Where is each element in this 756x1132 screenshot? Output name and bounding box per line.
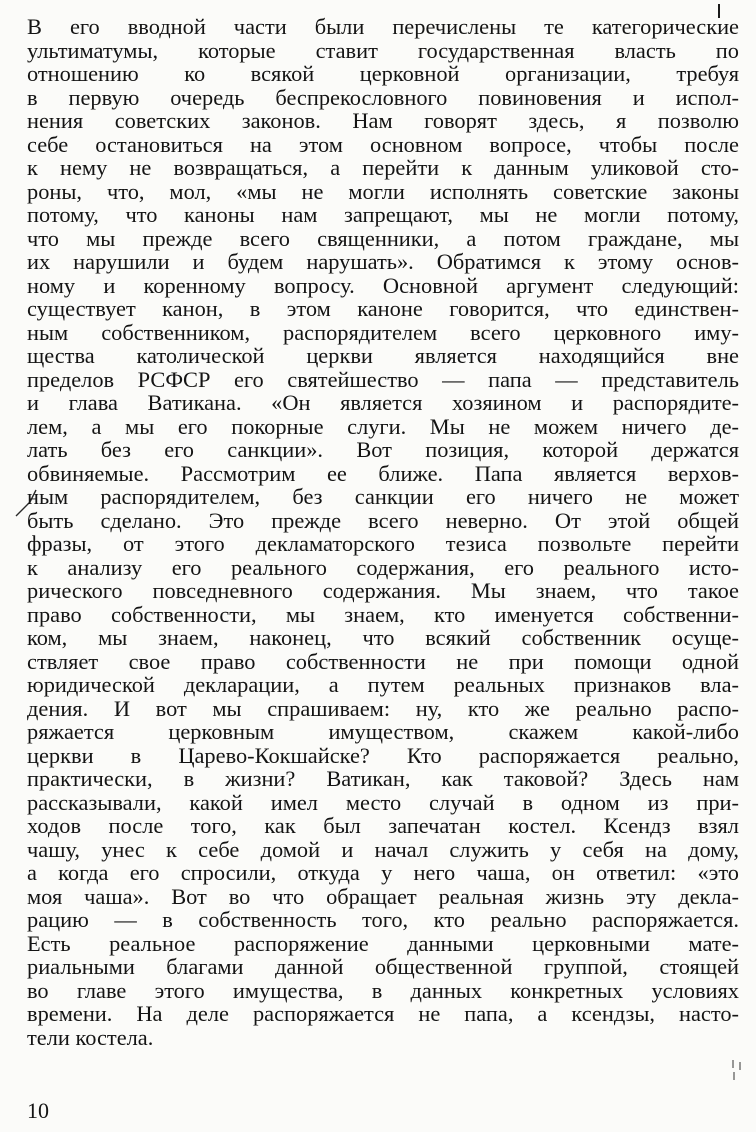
text-line: отношению ко всякой церковной организации, требуя — [27, 61, 739, 86]
text-line: В его вводной части были перечислены те категорические — [27, 14, 739, 39]
text-line: к анализу его реального содержания, его реального исто- — [27, 554, 739, 580]
text-line: быть сделано. Это прежде всего неверно. От этой общей — [27, 507, 739, 533]
text-line: ному и коренному вопросу. Основной аргумент следующий: — [27, 272, 739, 298]
text-line: к нему не возвращаться, а перейти к данным уликовой сто- — [27, 155, 739, 180]
text-line: и глава Ватикана. «Он является хозяином и распорядите- — [27, 390, 739, 415]
text-line: что мы прежде всего священники, а потом граждане, мы — [27, 225, 739, 251]
text-line: ряжается церковным имуществом, скажем какой-либо — [27, 719, 739, 744]
text-line: в первую очередь беспрекословного повиновения и испол- — [27, 84, 739, 110]
text-line: фразы, от этого декламаторского тезиса позвольте перейти — [27, 531, 739, 556]
text-line: существует канон, в этом каноне говорится, что единствен- — [27, 296, 739, 321]
text-line: дения. И вот мы спрашиваем: ну, кто же реально распо- — [27, 695, 739, 721]
text-line: ходов после того, как был запечатан костел. Ксендз взял — [27, 813, 739, 838]
text-line: рассказывали, какой имел место случай в одном из при- — [27, 789, 739, 815]
text-line: практически, в жизни? Ватикан, как таковой? Здесь нам — [27, 766, 739, 791]
text-line: право собственности, мы знаем, кто именуется собственни- — [27, 601, 739, 627]
text-line: рического повседневного содержания. Мы знаем, что такое — [27, 578, 739, 603]
text-line: юридической декларации, а путем реальных признаков вла- — [27, 672, 739, 697]
text-line: ствляет свое право собственности не при помощи одной — [27, 648, 739, 674]
text-line: обвиняемые. Рассмотрим ее ближе. Папа является верхов- — [27, 460, 739, 486]
text-line: Есть реальное распоряжение данными церковными мате- — [27, 930, 739, 956]
text-line: роны, что, мол, «мы не могли исполнять советские законы — [27, 178, 739, 204]
text-line: потому, что каноны нам запрещают, мы не могли потому, — [27, 202, 739, 227]
text-line: их нарушили и будем нарушать». Обратимся к этому основ- — [27, 249, 739, 274]
text-line: ным распорядителем, без санкции его ничего не может — [27, 484, 739, 509]
text-line: лем, а мы его покорные слуги. Мы не можем ничего де- — [27, 413, 739, 439]
text-line: чашу, унес к себе домой и начал служить у себя на дому, — [27, 836, 739, 862]
text-line-last: тели костела. — [27, 1024, 154, 1050]
text-line: щества католической церкви является находящийся вне — [27, 343, 739, 368]
text-line: моя чаша». Вот во что обращает реальная жизнь эту декла- — [27, 883, 739, 909]
text-line: себе остановиться на этом основном вопросе, чтобы после — [27, 131, 739, 157]
text-line: рацию — в собственность того, кто реально распоряжается. — [27, 907, 739, 932]
text-line: нения советских законов. Нам говорят здесь, я позволю — [27, 108, 739, 133]
text-line: во главе этого имущества, в данных конкретных условиях — [27, 977, 739, 1003]
margin-speck-mark — [730, 1058, 744, 1082]
text-line: времени. На деле распоряжается не папа, а ксендзы, насто- — [27, 1001, 739, 1026]
text-line: ультиматумы, которые ставит государственная власть по — [27, 37, 739, 63]
text-line: ным собственником, распорядителем всего церковного иму- — [27, 319, 739, 345]
text-line: ком, мы знаем, наконец, что всякий собственник осуще- — [27, 625, 739, 650]
text-line: церкви в Царево-Кокшайске? Кто распоряжается реально, — [27, 742, 739, 768]
text-line: лать без его санкции». Вот позиция, которой держатся — [27, 437, 739, 462]
text-line: а когда его спросили, откуда у него чаша, он ответил: «это — [27, 860, 739, 885]
text-line: пределов РСФСР его святейшество — папа — представитель — [27, 366, 739, 392]
text-line: риальными благами данной общественной группой, стоящей — [27, 954, 739, 979]
body-text — [27, 15, 739, 1049]
page-number: 10 — [27, 1098, 49, 1123]
